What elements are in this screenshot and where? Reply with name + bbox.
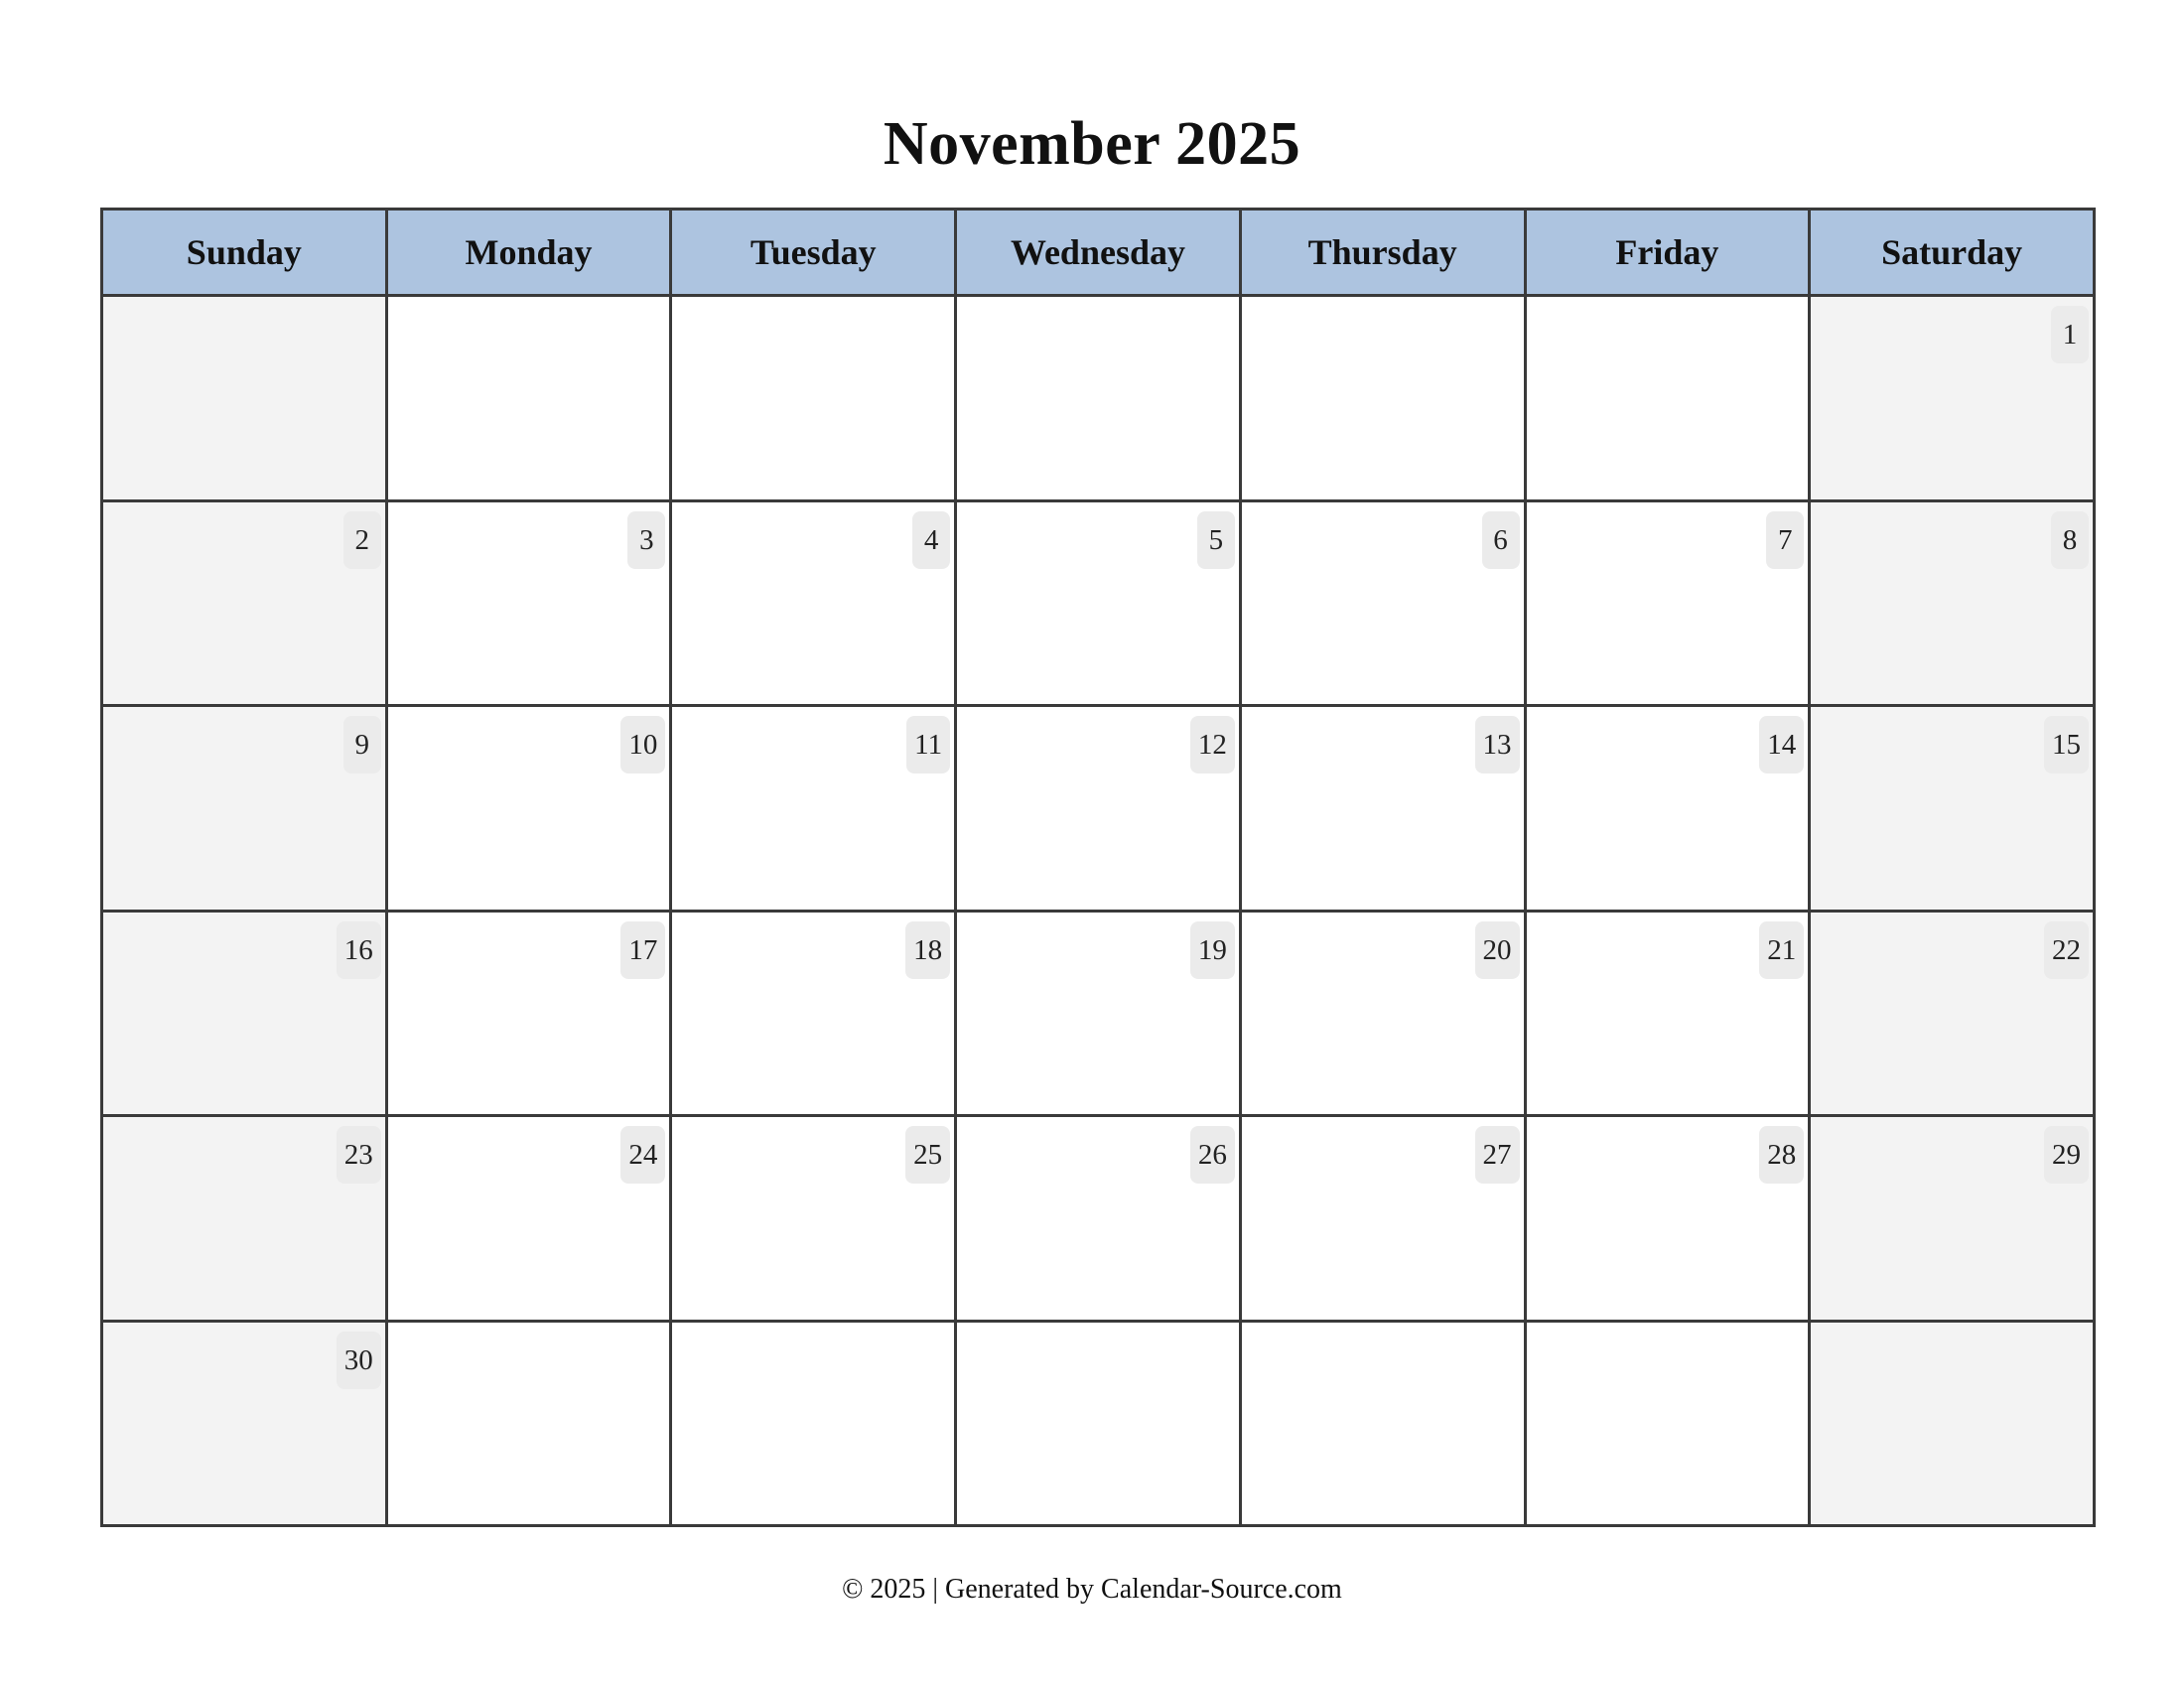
- day-number: 13: [1475, 716, 1520, 774]
- day-cell: [102, 1116, 387, 1322]
- day-number: 18: [905, 921, 950, 979]
- day-cell: [671, 1116, 956, 1322]
- day-cell: [956, 500, 1241, 706]
- day-cell: [1525, 706, 1810, 912]
- day-cell: [1810, 296, 2095, 501]
- day-number: 4: [912, 511, 950, 569]
- day-cell: [102, 706, 387, 912]
- day-number: 23: [337, 1126, 381, 1184]
- day-number: 27: [1475, 1126, 1520, 1184]
- day-cell: [386, 911, 671, 1116]
- week-row: [102, 500, 2095, 706]
- day-cell: [1810, 1116, 2095, 1322]
- week-row: [102, 1321, 2095, 1526]
- day-number: 5: [1197, 511, 1235, 569]
- day-cell: [1240, 706, 1525, 912]
- day-number: 17: [620, 921, 665, 979]
- day-number: 6: [1482, 511, 1520, 569]
- day-cell: [102, 296, 387, 501]
- weekday-header-row: [102, 210, 2095, 296]
- day-cell: [671, 1321, 956, 1526]
- day-cell: [956, 911, 1241, 1116]
- day-number: 26: [1190, 1126, 1235, 1184]
- day-cell: [1810, 911, 2095, 1116]
- week-row: [102, 706, 2095, 912]
- day-cell: [386, 706, 671, 912]
- day-cell: [956, 1321, 1241, 1526]
- day-number: 10: [620, 716, 665, 774]
- day-cell: [1810, 1321, 2095, 1526]
- day-cell: [956, 296, 1241, 501]
- day-cell: [1240, 1116, 1525, 1322]
- weekday-header-sunday: Sunday: [102, 210, 387, 296]
- day-cell: [1810, 500, 2095, 706]
- weekday-header-wednesday: Wednesday: [956, 210, 1241, 296]
- day-number: 25: [905, 1126, 950, 1184]
- day-number: 14: [1759, 716, 1804, 774]
- day-number: 21: [1759, 921, 1804, 979]
- day-cell: [102, 500, 387, 706]
- day-number: 19: [1190, 921, 1235, 979]
- day-cell: [1525, 1116, 1810, 1322]
- day-cell: [386, 1321, 671, 1526]
- day-number: 24: [620, 1126, 665, 1184]
- day-cell: [386, 1116, 671, 1322]
- weekday-header-friday: Friday: [1525, 210, 1810, 296]
- week-row: [102, 1116, 2095, 1322]
- weekday-header-thursday: Thursday: [1240, 210, 1525, 296]
- day-cell: [1240, 296, 1525, 501]
- week-row: [102, 911, 2095, 1116]
- day-number: 9: [343, 716, 381, 774]
- day-cell: [671, 911, 956, 1116]
- day-number: 28: [1759, 1126, 1804, 1184]
- footer-credit: © 2025 | Generated by Calendar-Source.com: [842, 1574, 1342, 1605]
- day-cell: [1240, 1321, 1525, 1526]
- day-cell: [1525, 296, 1810, 501]
- day-number: 16: [337, 921, 381, 979]
- day-number: 3: [627, 511, 665, 569]
- day-cell: [386, 296, 671, 501]
- day-number: 2: [343, 511, 381, 569]
- week-row: [102, 296, 2095, 501]
- day-number: 11: [906, 716, 950, 774]
- day-cell: [956, 1116, 1241, 1322]
- weekday-header-saturday: Saturday: [1810, 210, 2095, 296]
- day-cell: [1810, 706, 2095, 912]
- day-number: 29: [2044, 1126, 2089, 1184]
- day-number: 22: [2044, 921, 2089, 979]
- day-cell: [1525, 500, 1810, 706]
- day-cell: [956, 706, 1241, 912]
- day-cell: [671, 706, 956, 912]
- day-cell: [671, 500, 956, 706]
- day-number: 20: [1475, 921, 1520, 979]
- day-number: 15: [2044, 716, 2089, 774]
- day-cell: [1240, 911, 1525, 1116]
- day-cell: [1525, 911, 1810, 1116]
- day-cell: [1525, 1321, 1810, 1526]
- day-number: 7: [1766, 511, 1804, 569]
- day-cell: [671, 296, 956, 501]
- day-cell: [102, 911, 387, 1116]
- day-number: 30: [337, 1332, 381, 1389]
- calendar-body: [102, 296, 2095, 1526]
- day-cell: [102, 1321, 387, 1526]
- calendar-title: November 2025: [883, 110, 1301, 178]
- day-number: 1: [2051, 306, 2089, 363]
- calendar-grid: [100, 208, 2096, 1527]
- weekday-header-tuesday: Tuesday: [671, 210, 956, 296]
- day-cell: [386, 500, 671, 706]
- day-cell: [1240, 500, 1525, 706]
- day-number: 8: [2051, 511, 2089, 569]
- day-number: 12: [1190, 716, 1235, 774]
- weekday-header-monday: Monday: [386, 210, 671, 296]
